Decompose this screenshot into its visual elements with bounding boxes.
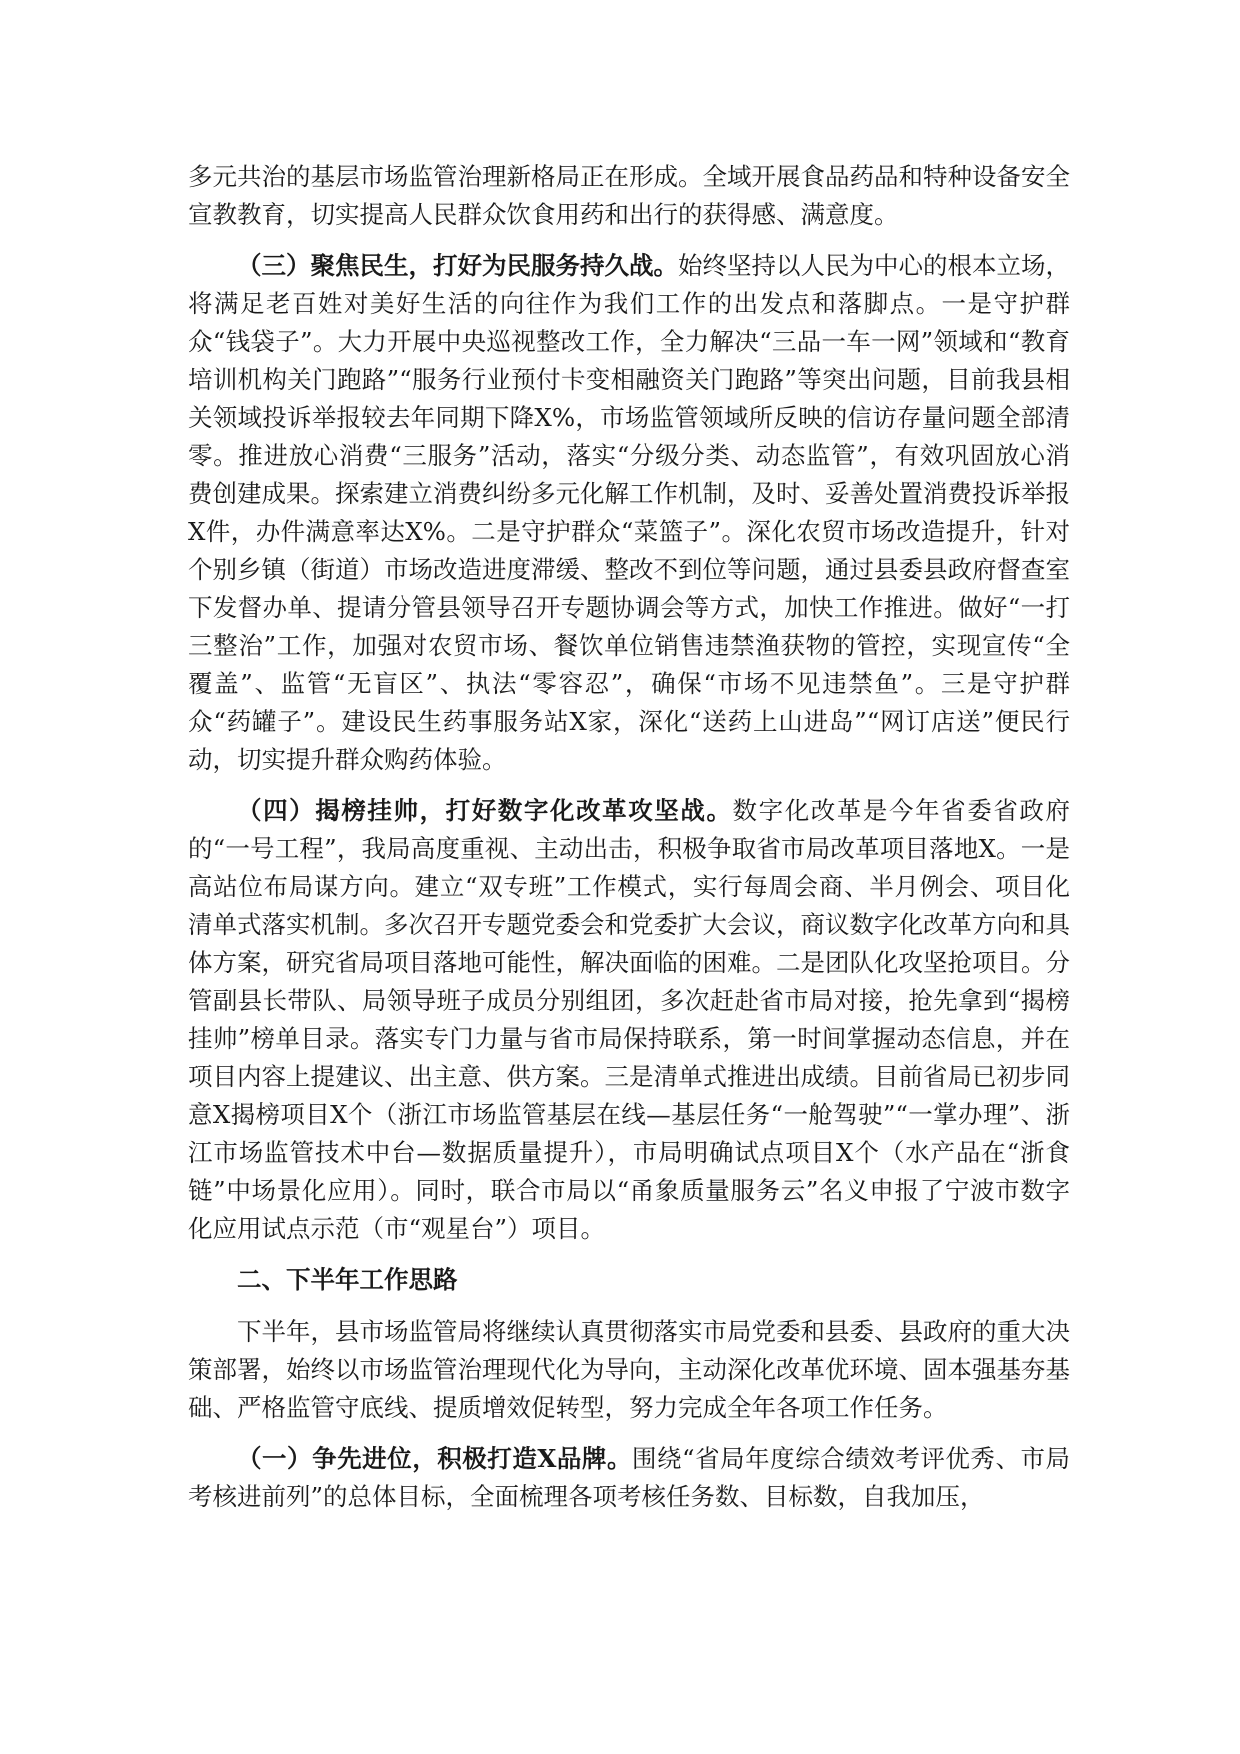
paragraph-4-text: 下半年，县市场监管局将继续认真贯彻落实市局党委和县委、县政府的重大决策部署，始终以市场监管治理现代化为导向，主动深化改革优环境、固本强基夯基础、严格监管守底线、提质增效促转型，努力完成全年各项工作任务。 (188, 1317, 1070, 1422)
paragraph-5-text: 围绕“省局年度综合绩效考评优秀、市局考核进前列”的总体目标，全面梳理各项考核任务数、目标数，自我加压， (188, 1444, 1070, 1511)
paragraph-3 (188, 792, 1070, 1248)
paragraph-2-lead: （三）聚焦民生，打好为民服务持久战。 (237, 251, 678, 280)
paragraph-5 (188, 1440, 1070, 1516)
paragraph-1 (188, 158, 1070, 234)
paragraph-3-text: 数字化改革是今年省委省政府的“一号工程”，我局高度重视、主动出击，积极争取省市局改革项目落地X。一是高站位布局谋方向。建立“双专班”工作模式，实行每周会商、半月例会、项目化清单式落实机制。多次召开专题党委会和党委扩大会议，商议数字化改革方向和具体方案，研究省局项目落地可能性，解决面临的困难。二是团队化攻坚抢项目。分管副县长带队、局领导班子成员分别组团，多次赶赴省市局对接，抢先拿到“揭榜挂帅”榜单目录。落实专门力量与省市局保持联系，第一时间掌握动态信息，并在项目内容上提建议、出主意、供方案。三是清单式推进出成绩。目前省局已初步同意X揭榜项目X个（浙江市场监管基层在线—基层任务“一舱驾驶”“一掌办理”、浙江市场监管技术中台—数据质量提升），市局明确试点项目X个（水产品在“浙食链”中场景化应用）。同时，联合市局以“甬象质量服务云”名义申报了宁波市数字化应用试点示范（市“观星台”）项目。 (188, 796, 1070, 1243)
section-heading: 二、下半年工作思路 (237, 1265, 458, 1294)
paragraph-2-text: 始终坚持以人民为中心的根本立场，将满足老百姓对美好生活的向往作为我们工作的出发点和落脚点。一是守护群众“钱袋子”。大力开展中央巡视整改工作，全力解决“三品一车一网”领域和“教育培训机构关门跑路”“服务行业预付卡变相融资关门跑路”等突出问题，目前我县相关领域投诉举报较去年同期下降X%，市场监管领域所反映的信访存量问题全部清零。推进放心消费“三服务”活动，落实“分级分类、动态监管”，有效巩固放心消费创建成果。探索建立消费纠纷多元化解工作机制，及时、妥善处置消费投诉举报X件，办件满意率达X%。二是守护群众“菜篮子”。深化农贸市场改造提升，针对个别乡镇（街道）市场改造进度滞缓、整改不到位等问题，通过县委县政府督查室下发督办单、提请分管县领导召开专题协调会等方式，加快工作推进。做好“一打三整治”工作，加强对农贸市场、餐饮单位销售违禁渔获物的管控，实现宣传“全覆盖”、监管“无盲区”、执法“零容忍”，确保“市场不见违禁鱼”。三是守护群众“药罐子”。建设民生药事服务站X家，深化“送药上山进岛”“网订店送”便民行动，切实提升群众购药体验。 (188, 251, 1070, 774)
paragraph-3-lead: （四）揭榜挂帅，打好数字化改革攻坚战。 (237, 796, 733, 825)
document-page (188, 158, 1070, 1529)
paragraph-4 (188, 1313, 1070, 1427)
paragraph-1-text: 多元共治的基层市场监管治理新格局正在形成。全域开展食品药品和特种设备安全宣教教育，切实提高人民群众饮食用药和出行的获得感、满意度。 (188, 162, 1070, 229)
paragraph-5-lead: （一）争先进位，积极打造X品牌。 (237, 1444, 632, 1473)
paragraph-2 (188, 247, 1070, 779)
